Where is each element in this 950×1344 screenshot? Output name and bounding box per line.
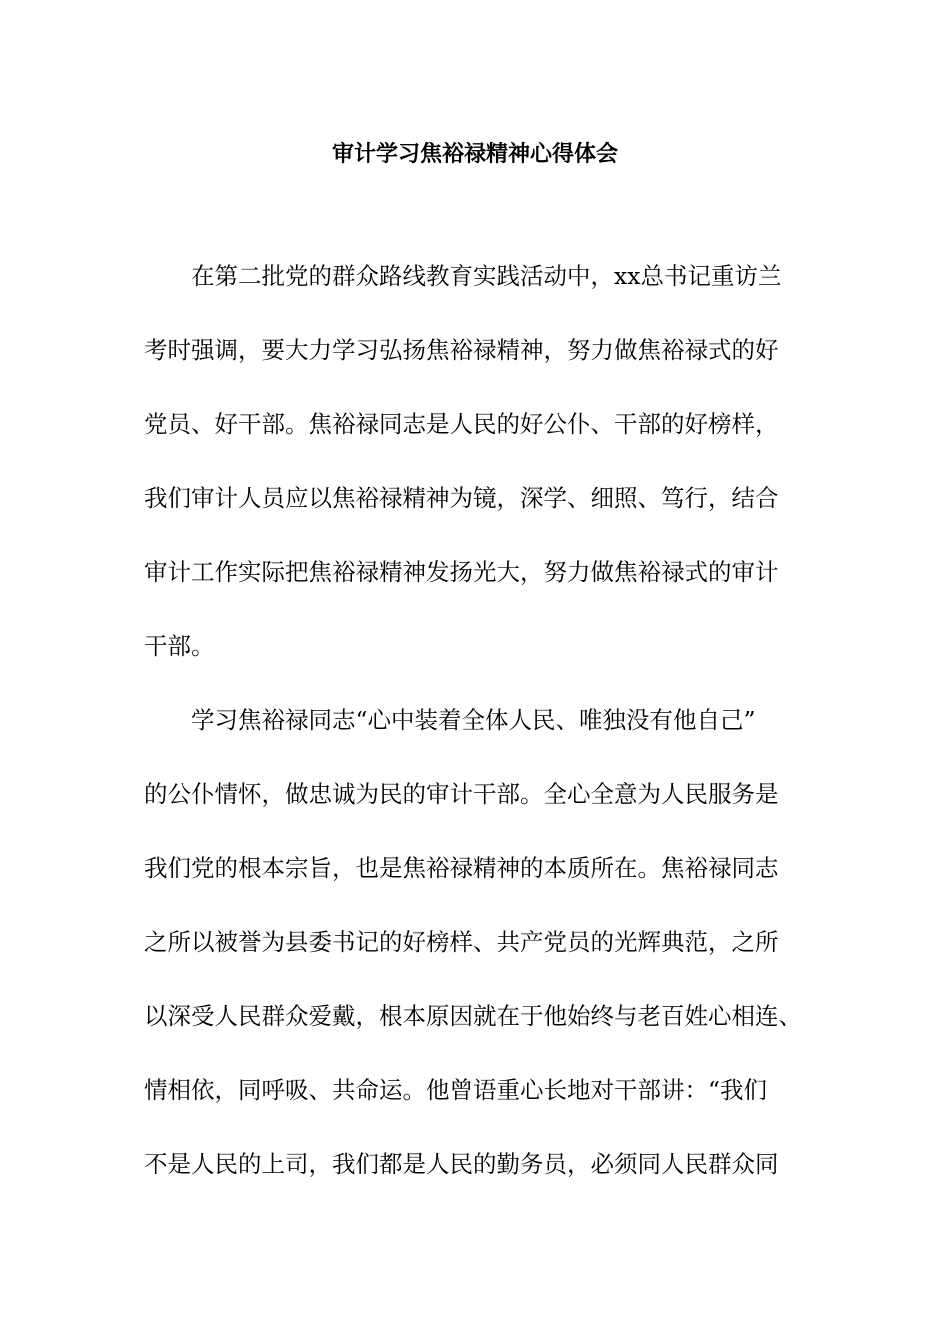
paragraph-1-line-3: 党员、好干部。焦裕禄同志是人民的好公仆、干部的好榜样，	[144, 410, 779, 438]
paragraph-2-line-2: 的公仆情怀，做忠诚为民的审计干部。全心全意为人民服务是	[144, 780, 779, 808]
paragraph-1-line-4: 我们审计人员应以焦裕禄精神为镜，深学、细照、笃行，结合	[144, 484, 779, 512]
paragraph-2-line-4: 之所以被誉为县委书记的好榜样、共产党员的光辉典范，之所	[144, 928, 779, 956]
paragraph-2-line-7: 不是人民的上司，我们都是人民的勤务员，必须同人民群众同	[144, 1150, 779, 1178]
paragraph-2-line-3: 我们党的根本宗旨，也是焦裕禄精神的本质所在。焦裕禄同志	[144, 854, 779, 882]
paragraph-2-line-6: 情相依，同呼吸、共命运。他曾语重心长地对干部讲：“我们	[144, 1076, 768, 1104]
paragraph-1-line-1: 在第二批党的群众路线教育实践活动中，xx总书记重访兰	[191, 262, 782, 290]
document-title: 审计学习焦裕禄精神心得体会	[331, 141, 618, 167]
paragraph-2-line-5: 以深受人民群众爱戴，根本原因就在于他始终与老百姓心相连、	[144, 1002, 802, 1030]
paragraph-2-line-1: 学习焦裕禄同志“心中装着全体人民、唯独没有他自己”	[191, 706, 756, 734]
paragraph-1-line-6: 干部。	[144, 632, 215, 660]
paragraph-1-line-5: 审计工作实际把焦裕禄精神发扬光大，努力做焦裕禄式的审计	[144, 558, 779, 586]
paragraph-1-line-2: 考时强调，要大力学习弘扬焦裕禄精神，努力做焦裕禄式的好	[144, 336, 779, 364]
